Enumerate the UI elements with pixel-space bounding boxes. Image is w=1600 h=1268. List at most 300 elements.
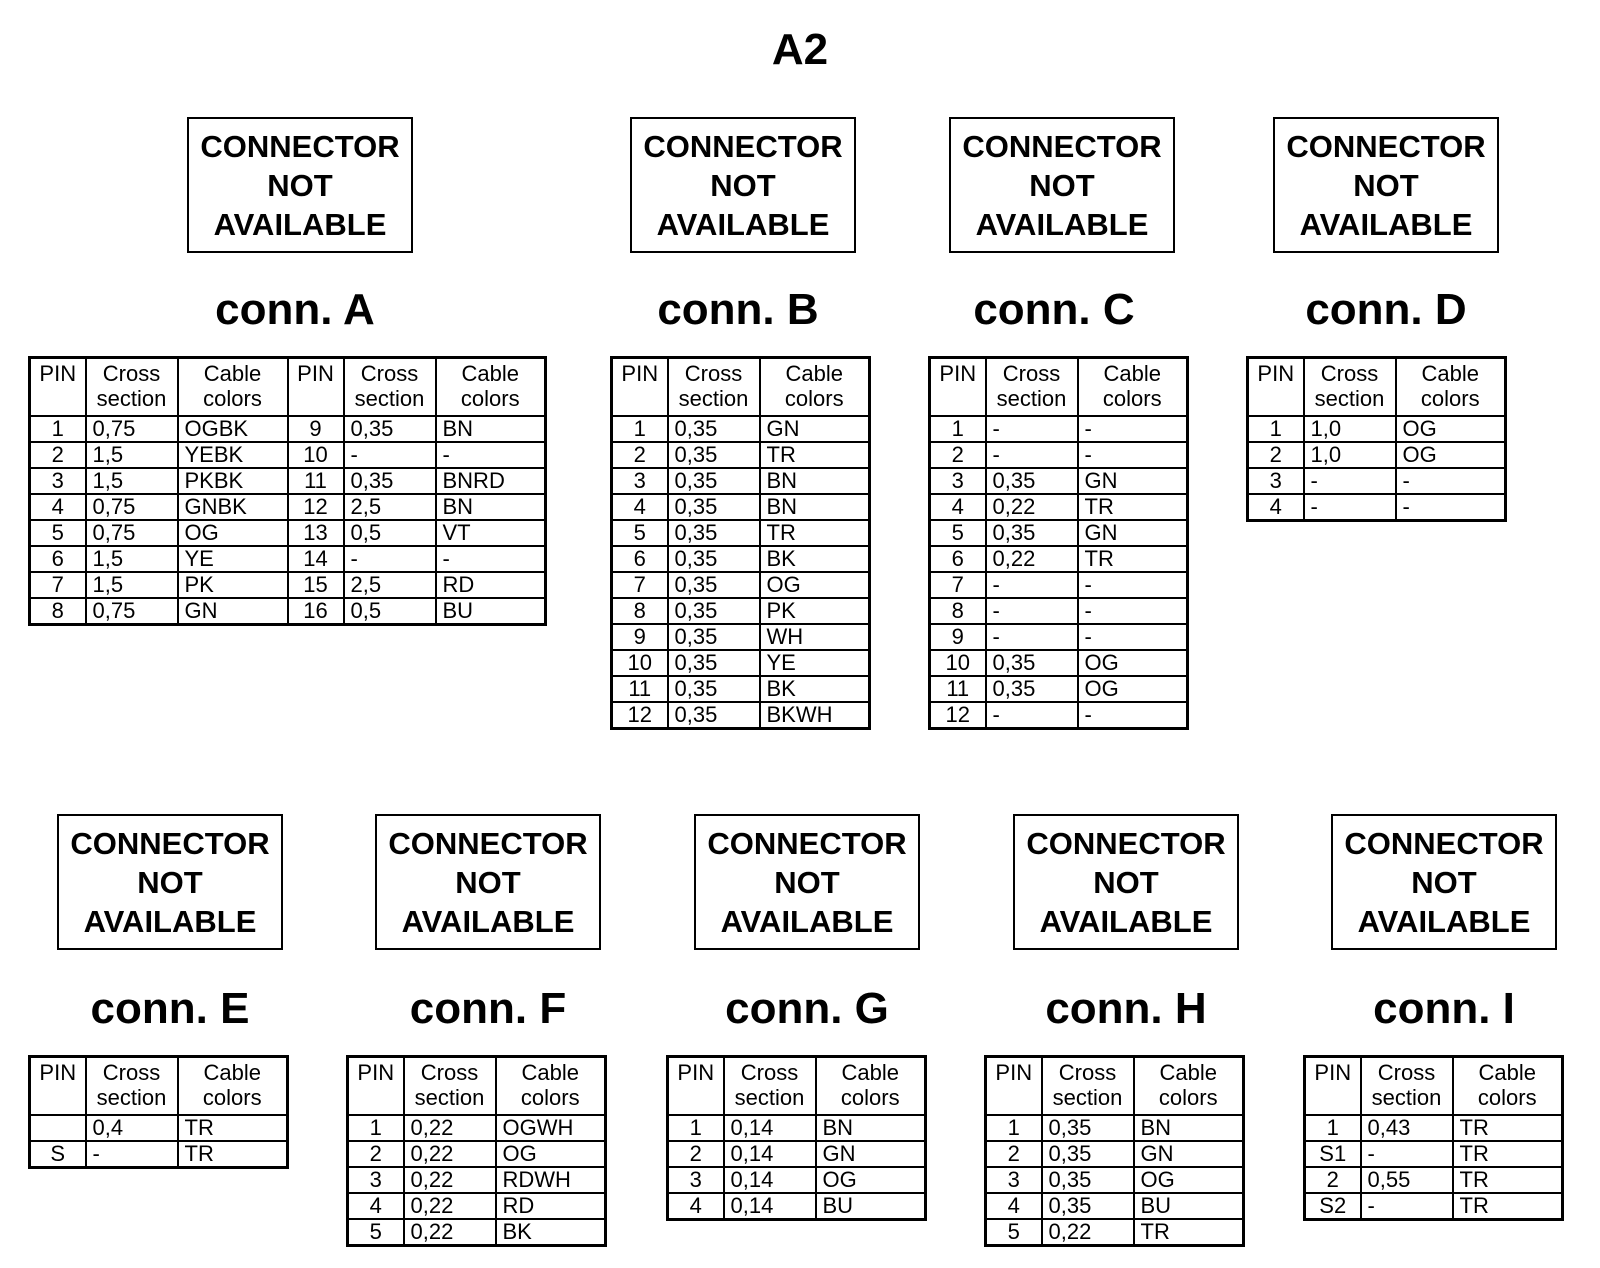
- table-header-row: [1248, 358, 1506, 417]
- cross-section-cell: 0,22: [1042, 1219, 1134, 1246]
- connector-not-available-box-g: [694, 814, 920, 950]
- cable-colors-header: [816, 1057, 926, 1116]
- cable-colors-header-line: Cable: [841, 1060, 899, 1085]
- pin-cell: 2: [930, 442, 986, 468]
- cable-color-cell: GN: [760, 416, 870, 442]
- cable-color-cell: OG: [1396, 442, 1506, 468]
- cable-color-cell: TR: [760, 520, 870, 546]
- cross-section-cell: -: [86, 1141, 178, 1168]
- cross-section-cell: -: [986, 416, 1078, 442]
- table-row: [1248, 442, 1506, 468]
- pin-cell: 9: [612, 624, 668, 650]
- pin-table-f: [346, 1055, 607, 1247]
- cross-section-header-line: section: [96, 386, 167, 411]
- pin-cell: 4: [668, 1193, 724, 1220]
- not-available-line: CONNECTOR: [643, 128, 843, 164]
- not-available-line: CONNECTOR: [962, 128, 1162, 164]
- cross-section-header-line: Cross: [102, 1060, 161, 1085]
- pin-cell: 5: [30, 520, 86, 546]
- cable-color-cell: GNBK: [178, 494, 288, 520]
- table-header-row: [612, 358, 870, 417]
- not-available-line: AVAILABLE: [975, 206, 1149, 242]
- cable-color-cell: OGWH: [496, 1115, 606, 1141]
- cross-section-header: [86, 358, 178, 417]
- cross-section-cell: 1,0: [1304, 442, 1396, 468]
- cable-color-cell: BK: [496, 1219, 606, 1246]
- pin-cell: 8: [612, 598, 668, 624]
- table-row: [612, 598, 870, 624]
- cable-colors-header: [436, 358, 546, 417]
- cable-color-cell: BN: [436, 416, 546, 442]
- pin-cell: 11: [288, 468, 344, 494]
- cross-section-cell: 2,5: [344, 572, 436, 598]
- cross-section-cell: 0,43: [1361, 1115, 1453, 1141]
- pin-table-b: [610, 356, 871, 730]
- pin-cell: 14: [288, 546, 344, 572]
- table-row: [612, 624, 870, 650]
- not-available-line: NOT: [1093, 864, 1159, 900]
- cable-color-cell: BN: [436, 494, 546, 520]
- cross-section-cell: 0,35: [668, 546, 760, 572]
- cross-section-header-line: Cross: [1320, 361, 1379, 386]
- cable-colors-header-line: colors: [1420, 386, 1480, 411]
- table-row: [30, 468, 546, 494]
- table-row: [1248, 416, 1506, 442]
- pin-cell: 5: [930, 520, 986, 546]
- cross-section-cell: 0,75: [86, 494, 178, 520]
- cable-colors-header: [178, 1057, 288, 1116]
- cable-colors-header-line: colors: [202, 1085, 262, 1110]
- cross-section-header: [1361, 1057, 1453, 1116]
- pin-cell: 12: [288, 494, 344, 520]
- pin-cell: 13: [288, 520, 344, 546]
- cable-color-cell: -: [436, 546, 546, 572]
- cable-colors-header: [760, 358, 870, 417]
- table-row: [1305, 1167, 1563, 1193]
- pin-cell: 5: [986, 1219, 1042, 1246]
- cross-section-cell: 0,75: [86, 598, 178, 625]
- table-row: [30, 546, 546, 572]
- cable-color-cell: TR: [1453, 1167, 1563, 1193]
- cross-section-cell: 0,14: [724, 1193, 816, 1220]
- pin-cell: 5: [348, 1219, 404, 1246]
- cable-color-cell: BN: [816, 1115, 926, 1141]
- cable-colors-header-line: Cable: [203, 1060, 261, 1085]
- cross-section-header-line: section: [678, 386, 749, 411]
- cable-colors-header-line: colors: [520, 1085, 580, 1110]
- pin-cell: 3: [986, 1167, 1042, 1193]
- table-row: [30, 598, 546, 625]
- pin-table-e: [28, 1055, 289, 1169]
- cross-section-header: [1304, 358, 1396, 417]
- cross-section-cell: 0,35: [668, 598, 760, 624]
- pin-cell: 8: [930, 598, 986, 624]
- cable-color-cell: -: [1078, 416, 1188, 442]
- cross-section-cell: 0,35: [1042, 1167, 1134, 1193]
- pin-header: PIN: [30, 358, 86, 417]
- table-row: [930, 494, 1188, 520]
- table-row: [930, 702, 1188, 729]
- cable-colors-header: [496, 1057, 606, 1116]
- cross-section-cell: 0,35: [668, 650, 760, 676]
- cross-section-cell: -: [344, 442, 436, 468]
- table-row: [30, 494, 546, 520]
- pin-header: PIN: [1305, 1057, 1361, 1116]
- connector-label-a: conn. A: [215, 285, 375, 334]
- cable-colors-header-line: Cable: [1478, 1060, 1536, 1085]
- cross-section-header: [668, 358, 760, 417]
- cable-color-cell: OG: [1396, 416, 1506, 442]
- not-available-line: NOT: [710, 167, 776, 203]
- cable-color-cell: RD: [496, 1193, 606, 1219]
- cross-section-cell: -: [1304, 468, 1396, 494]
- cross-section-header-line: Cross: [420, 1060, 479, 1085]
- cable-color-cell: -: [1078, 572, 1188, 598]
- cable-color-cell: -: [1396, 494, 1506, 521]
- cable-color-cell: GN: [178, 598, 288, 625]
- not-available-line: NOT: [455, 864, 521, 900]
- cable-colors-header-line: colors: [203, 386, 262, 411]
- table-header-row: [30, 1057, 288, 1116]
- cross-section-header-line: Cross: [740, 1060, 799, 1085]
- cable-color-cell: TR: [178, 1141, 288, 1168]
- cable-color-cell: VT: [436, 520, 546, 546]
- table-row: [668, 1193, 926, 1220]
- table-row: [612, 546, 870, 572]
- pin-header: PIN: [612, 358, 668, 417]
- cable-colors-header-line: Cable: [461, 361, 519, 386]
- table-row: [986, 1115, 1244, 1141]
- pin-cell: 1: [612, 416, 668, 442]
- connector-not-available-box-e: [57, 814, 283, 950]
- table-row: [612, 702, 870, 729]
- table-header-row: [348, 1057, 606, 1116]
- cross-section-cell: 0,35: [986, 676, 1078, 702]
- cross-section-cell: 0,35: [344, 416, 436, 442]
- cable-color-cell: TR: [760, 442, 870, 468]
- pin-header: PIN: [348, 1057, 404, 1116]
- cable-color-cell: GN: [816, 1141, 926, 1167]
- pin-cell: 5: [612, 520, 668, 546]
- table-row: [348, 1167, 606, 1193]
- table-header-row: [668, 1057, 926, 1116]
- table-row: [930, 676, 1188, 702]
- cable-colors-header-line: Cable: [1421, 361, 1479, 386]
- cross-section-cell: -: [1361, 1141, 1453, 1167]
- cross-section-cell: 0,35: [668, 468, 760, 494]
- cable-color-cell: OG: [1134, 1167, 1244, 1193]
- cross-section-cell: 0,35: [668, 494, 760, 520]
- table-row: [30, 520, 546, 546]
- table-row: [30, 572, 546, 598]
- cross-section-cell: 0,22: [404, 1141, 496, 1167]
- cable-color-cell: RDWH: [496, 1167, 606, 1193]
- cross-section-cell: 0,35: [668, 442, 760, 468]
- cross-section-cell: 0,5: [344, 598, 436, 625]
- cable-colors-header: [1396, 358, 1506, 417]
- cross-section-cell: -: [986, 572, 1078, 598]
- cross-section-header: [986, 358, 1078, 417]
- cross-section-header-line: section: [414, 1085, 485, 1110]
- cable-colors-header-line: colors: [1158, 1085, 1218, 1110]
- table-row: [612, 416, 870, 442]
- cable-color-cell: -: [1396, 468, 1506, 494]
- cross-section-cell: -: [1361, 1193, 1453, 1220]
- cable-colors-header: [1134, 1057, 1244, 1116]
- table-row: [930, 624, 1188, 650]
- pin-header: PIN: [986, 1057, 1042, 1116]
- cable-color-cell: PKBK: [178, 468, 288, 494]
- cable-color-cell: -: [1078, 702, 1188, 729]
- pin-table-a: [28, 356, 547, 626]
- pin-table-h: [984, 1055, 1245, 1247]
- table-row: [668, 1115, 926, 1141]
- cable-color-cell: YEBK: [178, 442, 288, 468]
- cross-section-cell: 0,35: [668, 624, 760, 650]
- cross-section-cell: -: [344, 546, 436, 572]
- not-available-line: CONNECTOR: [388, 825, 588, 861]
- pin-cell: 6: [612, 546, 668, 572]
- connector-not-available-box-h: [1013, 814, 1239, 950]
- pin-cell: 2: [348, 1141, 404, 1167]
- pin-cell: S2: [1305, 1193, 1361, 1220]
- cross-section-cell: 0,35: [986, 520, 1078, 546]
- cross-section-cell: 1,5: [86, 546, 178, 572]
- table-row: [930, 520, 1188, 546]
- pin-cell: 4: [612, 494, 668, 520]
- pin-cell: 6: [30, 546, 86, 572]
- cross-section-cell: 0,14: [724, 1115, 816, 1141]
- connector-label-g: conn. G: [725, 984, 889, 1033]
- cable-colors-header-line: Cable: [203, 361, 262, 386]
- pin-cell: 9: [288, 416, 344, 442]
- cable-color-cell: BNRD: [436, 468, 546, 494]
- pin-table-d: [1246, 356, 1507, 522]
- pin-header: PIN: [930, 358, 986, 417]
- not-available-line: AVAILABLE: [1299, 206, 1473, 242]
- not-available-line: CONNECTOR: [200, 128, 400, 164]
- table-row: [612, 468, 870, 494]
- table-row: [986, 1141, 1244, 1167]
- pin-header: PIN: [288, 358, 344, 417]
- cable-color-cell: OGBK: [178, 416, 288, 442]
- pin-cell: 2: [30, 442, 86, 468]
- cross-section-header-line: Cross: [102, 361, 161, 386]
- pin-header: PIN: [30, 1057, 86, 1116]
- connector-label-b: conn. B: [657, 285, 819, 334]
- cross-section-cell: 1,5: [86, 572, 178, 598]
- table-row: [930, 650, 1188, 676]
- pin-cell: 1: [1248, 416, 1304, 442]
- cross-section-cell: 0,35: [986, 468, 1078, 494]
- table-row: [1305, 1141, 1563, 1167]
- pin-cell: 2: [1248, 442, 1304, 468]
- pin-cell: 12: [612, 702, 668, 729]
- not-available-line: CONNECTOR: [1344, 825, 1544, 861]
- table-header-row: [1305, 1057, 1563, 1116]
- table-row: [668, 1141, 926, 1167]
- pin-header: PIN: [668, 1057, 724, 1116]
- pin-cell: 9: [930, 624, 986, 650]
- pin-cell: [30, 1115, 86, 1141]
- cable-color-cell: BK: [760, 546, 870, 572]
- cable-color-cell: BN: [1134, 1115, 1244, 1141]
- cross-section-cell: 0,4: [86, 1115, 178, 1141]
- cross-section-header-line: section: [96, 1085, 167, 1110]
- pin-cell: 1: [1305, 1115, 1361, 1141]
- pin-table-c: [928, 356, 1189, 730]
- cross-section-header-line: Cross: [360, 361, 419, 386]
- not-available-line: NOT: [774, 864, 840, 900]
- cable-colors-header: [1078, 358, 1188, 417]
- cable-color-cell: TR: [1134, 1219, 1244, 1246]
- pin-cell: 4: [348, 1193, 404, 1219]
- cross-section-header-line: Cross: [1058, 1060, 1117, 1085]
- not-available-line: AVAILABLE: [1357, 903, 1531, 939]
- page-title: A2: [771, 25, 829, 74]
- cross-section-cell: 0,35: [1042, 1115, 1134, 1141]
- table-row: [930, 468, 1188, 494]
- cross-section-cell: 1,5: [86, 442, 178, 468]
- pin-cell: S1: [1305, 1141, 1361, 1167]
- cross-section-cell: 0,14: [724, 1167, 816, 1193]
- connector-not-available-box-i: [1331, 814, 1557, 950]
- cable-color-cell: OG: [816, 1167, 926, 1193]
- table-row: [930, 572, 1188, 598]
- cable-color-cell: OG: [760, 572, 870, 598]
- cable-color-cell: BN: [760, 494, 870, 520]
- cross-section-cell: 0,35: [668, 572, 760, 598]
- connector-not-available-box-b: [630, 117, 856, 253]
- pin-cell: 1: [30, 416, 86, 442]
- cross-section-header-line: Cross: [1377, 1060, 1436, 1085]
- cable-color-cell: BU: [436, 598, 546, 625]
- cross-section-cell: -: [986, 598, 1078, 624]
- cable-color-cell: YE: [760, 650, 870, 676]
- not-available-line: NOT: [267, 167, 333, 203]
- cross-section-header-line: Cross: [684, 361, 743, 386]
- cross-section-header-line: section: [734, 1085, 805, 1110]
- cross-section-cell: -: [986, 442, 1078, 468]
- pin-cell: 1: [930, 416, 986, 442]
- not-available-line: CONNECTOR: [707, 825, 907, 861]
- pin-cell: 11: [930, 676, 986, 702]
- table-row: [1305, 1115, 1563, 1141]
- pin-cell: 1: [986, 1115, 1042, 1141]
- pin-cell: 10: [930, 650, 986, 676]
- table-row: [348, 1219, 606, 1246]
- pin-cell: 1: [668, 1115, 724, 1141]
- table-row: [612, 676, 870, 702]
- pin-cell: 4: [986, 1193, 1042, 1219]
- cross-section-cell: 1,0: [1304, 416, 1396, 442]
- cable-color-cell: TR: [1078, 494, 1188, 520]
- pin-cell: 10: [612, 650, 668, 676]
- cable-colors-header-line: colors: [460, 386, 520, 411]
- cable-color-cell: OG: [496, 1141, 606, 1167]
- cable-color-cell: RD: [436, 572, 546, 598]
- cable-color-cell: -: [1078, 442, 1188, 468]
- cross-section-cell: 0,75: [86, 416, 178, 442]
- cross-section-header-line: section: [996, 386, 1067, 411]
- pin-cell: 2: [986, 1141, 1042, 1167]
- cable-colors-header-line: colors: [1477, 1085, 1537, 1110]
- cross-section-cell: 0,35: [668, 416, 760, 442]
- cable-colors-header: [178, 358, 288, 417]
- cable-color-cell: OG: [178, 520, 288, 546]
- pin-cell: 4: [930, 494, 986, 520]
- pin-cell: 11: [612, 676, 668, 702]
- table-row: [30, 442, 546, 468]
- pin-cell: S: [30, 1141, 86, 1168]
- cable-colors-header-line: colors: [840, 1085, 900, 1110]
- connector-not-available-box-d: [1273, 117, 1499, 253]
- cable-color-cell: TR: [1078, 546, 1188, 572]
- cable-color-cell: BK: [760, 676, 870, 702]
- table-row: [986, 1219, 1244, 1246]
- cross-section-cell: 2,5: [344, 494, 436, 520]
- connector-label-d: conn. D: [1305, 285, 1467, 334]
- table-row: [348, 1141, 606, 1167]
- table-row: [930, 416, 1188, 442]
- table-row: [1248, 494, 1506, 521]
- connector-label-f: conn. F: [409, 984, 567, 1033]
- cross-section-header: [344, 358, 436, 417]
- table-row: [986, 1193, 1244, 1219]
- cross-section-cell: 0,22: [986, 546, 1078, 572]
- not-available-line: AVAILABLE: [720, 903, 894, 939]
- cable-color-cell: -: [436, 442, 546, 468]
- cross-section-cell: 0,22: [986, 494, 1078, 520]
- connector-label-c: conn. C: [973, 285, 1135, 334]
- cable-color-cell: YE: [178, 546, 288, 572]
- cable-color-cell: TR: [1453, 1141, 1563, 1167]
- table-row: [1305, 1193, 1563, 1220]
- cable-color-cell: PK: [760, 598, 870, 624]
- not-available-line: AVAILABLE: [656, 206, 830, 242]
- cross-section-cell: -: [986, 624, 1078, 650]
- cable-color-cell: GN: [1078, 520, 1188, 546]
- cable-color-cell: BKWH: [760, 702, 870, 729]
- cross-section-cell: 0,22: [404, 1115, 496, 1141]
- cable-color-cell: GN: [1078, 468, 1188, 494]
- cable-colors-header-line: Cable: [1159, 1060, 1217, 1085]
- table-row: [1248, 468, 1506, 494]
- table-row: [30, 416, 546, 442]
- not-available-line: NOT: [1353, 167, 1419, 203]
- connector-label-e: conn. E: [90, 984, 250, 1033]
- table-row: [348, 1115, 606, 1141]
- cable-color-cell: -: [1078, 624, 1188, 650]
- pin-cell: 2: [668, 1141, 724, 1167]
- not-available-line: AVAILABLE: [401, 903, 575, 939]
- cable-colors-header-line: Cable: [785, 361, 843, 386]
- cable-color-cell: BU: [816, 1193, 926, 1220]
- not-available-line: CONNECTOR: [1286, 128, 1486, 164]
- pin-cell: 15: [288, 572, 344, 598]
- pin-cell: 2: [1305, 1167, 1361, 1193]
- cross-section-header: [724, 1057, 816, 1116]
- cable-color-cell: OG: [1078, 650, 1188, 676]
- cable-color-cell: GN: [1134, 1141, 1244, 1167]
- not-available-line: NOT: [1411, 864, 1477, 900]
- connector-not-available-box-f: [375, 814, 601, 950]
- table-header-row: [930, 358, 1188, 417]
- table-header-row: [986, 1057, 1244, 1116]
- cable-color-cell: PK: [178, 572, 288, 598]
- table-row: [930, 442, 1188, 468]
- cross-section-cell: 0,35: [668, 520, 760, 546]
